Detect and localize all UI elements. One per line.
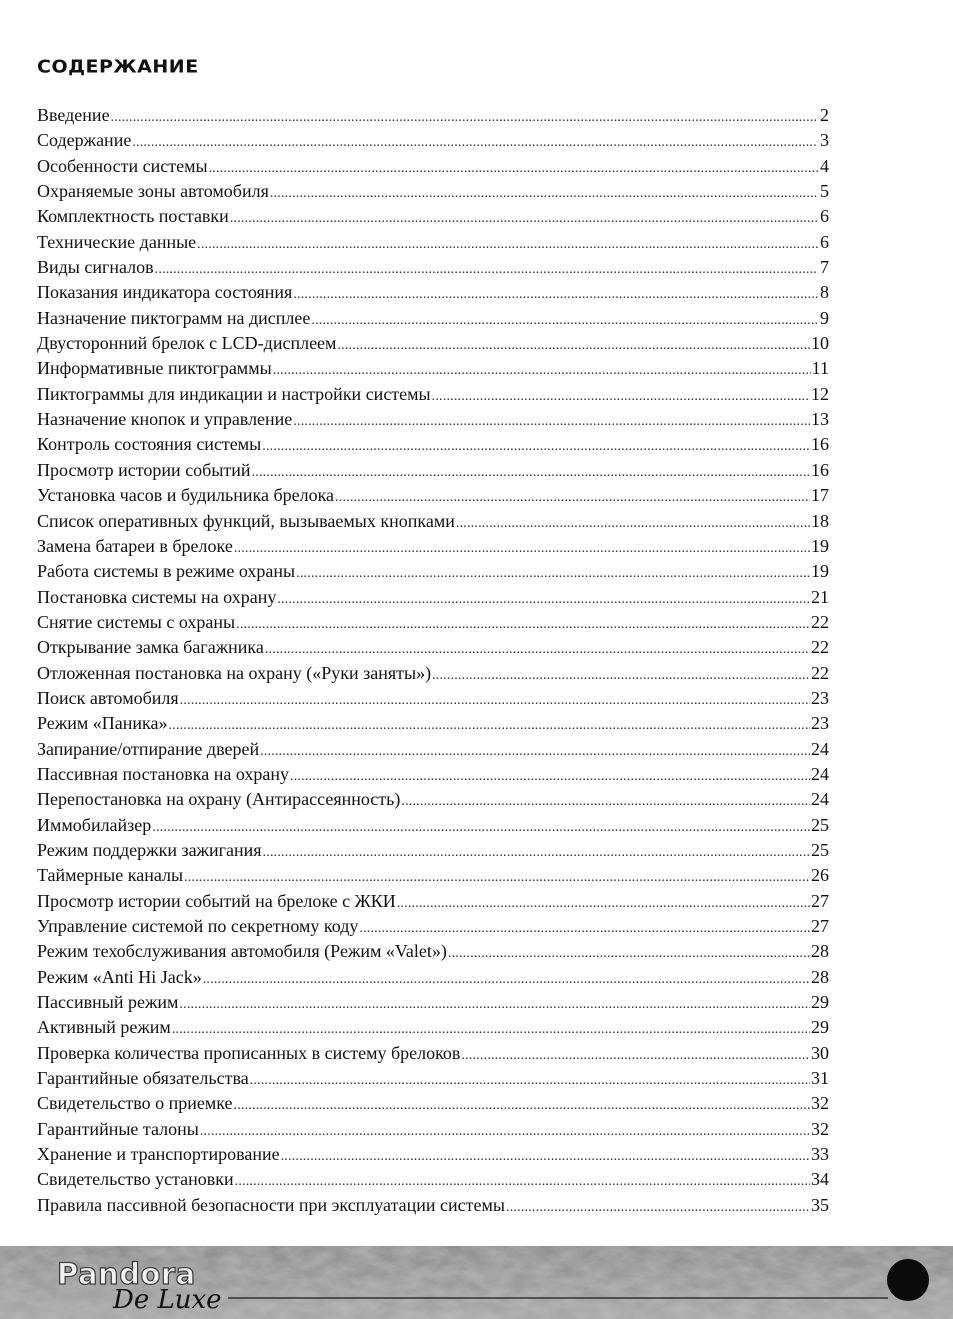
toc-entry-page: 6 — [820, 231, 829, 252]
toc-entry-page: 29 — [811, 992, 829, 1013]
toc-entry-title: Назначение пиктограмм на дисплее — [37, 307, 311, 328]
toc-entry — [37, 965, 829, 990]
toc-dot-leader — [180, 688, 810, 713]
toc-entry-title: Пассивный режим — [37, 992, 179, 1013]
toc-dot-leader — [432, 663, 810, 688]
toc-entry — [37, 179, 829, 204]
toc-dot-leader — [337, 333, 810, 358]
toc-entry-page: 24 — [811, 738, 829, 759]
toc-entry-page: 7 — [820, 257, 829, 278]
toc-entry-title: Информативные пиктограммы — [37, 358, 272, 379]
toc-entry — [37, 661, 829, 686]
toc-dot-leader — [281, 1144, 810, 1169]
toc-dot-leader — [359, 916, 810, 941]
toc-entry-title: Список оперативных функций, вызываемых кнопками — [37, 510, 455, 531]
toc-entry-page: 10 — [811, 333, 829, 354]
toc-entry — [37, 1041, 829, 1066]
toc-entry — [37, 686, 829, 711]
toc-entry — [37, 635, 829, 660]
toc-entry-page: 22 — [811, 637, 829, 658]
toc-entry-page: 30 — [811, 1042, 829, 1063]
toc-entry-page: 22 — [811, 662, 829, 683]
toc-entry-title: Двусторонний брелок с LCD-дисплеем — [37, 333, 337, 354]
toc-entry — [37, 863, 829, 888]
toc-entry-page: 32 — [811, 1093, 829, 1114]
toc-dot-leader — [152, 815, 810, 840]
toc-dot-leader — [506, 1195, 810, 1220]
page-heading: СОДЕРЖАНИЕ — [37, 57, 199, 78]
toc-entry-title: Режим поддержки зажигания — [37, 839, 262, 860]
toc-entry-page: 24 — [811, 789, 829, 810]
toc-entry-title: Виды сигналов — [37, 257, 154, 278]
toc-entry-title: Запирание/отпирание дверей — [37, 738, 260, 759]
toc-entry — [37, 458, 829, 483]
toc-entry-page: 5 — [820, 181, 829, 202]
toc-entry — [37, 1066, 829, 1091]
toc-entry — [37, 559, 829, 584]
toc-dot-leader — [335, 485, 810, 510]
toc-entry-page: 35 — [811, 1194, 829, 1215]
toc-entry-title: Введение — [37, 105, 110, 125]
toc-dot-leader — [234, 1093, 811, 1118]
toc-dot-leader — [290, 764, 810, 789]
toc-entry — [37, 483, 829, 508]
toc-entry-title: Контроль состояния системы — [37, 434, 262, 455]
pandora-deluxe-logo — [55, 1256, 235, 1319]
toc-entry-page: 21 — [811, 586, 829, 607]
toc-entry — [37, 1091, 829, 1116]
toc-entry-title: Отложенная постановка на охрану («Руки заняты») — [37, 662, 432, 683]
toc-entry — [37, 990, 829, 1015]
toc-dot-leader — [265, 637, 810, 662]
toc-entry-title: Иммобилайзер — [37, 814, 152, 835]
toc-entry — [37, 280, 829, 305]
toc-entry-title: Режим «Паника» — [37, 713, 168, 734]
toc-entry — [37, 407, 829, 432]
toc-dot-leader — [184, 865, 810, 890]
toc-entry-title: Назначение кнопок и управление — [37, 409, 293, 430]
toc-entry-page: 27 — [811, 890, 829, 911]
toc-entry-title: Гарантийные обязательства — [37, 1068, 249, 1089]
toc-entry — [37, 103, 829, 128]
toc-dot-leader — [448, 941, 810, 966]
toc-entry — [37, 939, 829, 964]
toc-dot-leader — [401, 789, 810, 814]
toc-entry-page: 8 — [820, 282, 829, 303]
toc-dot-leader — [197, 232, 818, 257]
toc-entry-title: Поиск автомобиля — [37, 687, 179, 708]
toc-entry-page: 28 — [811, 966, 829, 987]
toc-entry-title: Снятие системы с охраны — [37, 611, 236, 632]
toc-entry-title: Просмотр истории событий — [37, 459, 251, 480]
toc-entry — [37, 1142, 829, 1167]
toc-dot-leader — [230, 206, 818, 231]
toc-entry-title: Хранение и транспортирование — [37, 1144, 280, 1165]
toc-entry-page: 26 — [811, 865, 829, 886]
toc-entry-page: 6 — [820, 206, 829, 227]
toc-entry-title: Особенности системы — [37, 155, 208, 176]
toc-entry-page: 3 — [820, 130, 829, 151]
toc-entry-title: Пиктограммы для индикации и настройки системы — [37, 383, 431, 404]
toc-entry-page: 32 — [811, 1118, 829, 1139]
toc-entry-page: 33 — [811, 1144, 829, 1165]
toc-entry-title: Режим «Anti Hi Jack» — [37, 966, 202, 987]
toc-dot-leader — [209, 156, 818, 181]
toc-entry — [37, 204, 829, 229]
toc-entry — [37, 356, 829, 381]
table-of-contents — [37, 103, 829, 1218]
toc-entry — [37, 813, 829, 838]
toc-entry-title: Содержание — [37, 130, 132, 151]
toc-entry-title: Правила пассивной безопасности при эксплуатации системы — [37, 1194, 506, 1215]
toc-entry — [37, 432, 829, 457]
toc-entry-title: Активный режим — [37, 1017, 171, 1038]
toc-dot-leader — [132, 130, 818, 155]
toc-entry — [37, 610, 829, 635]
toc-entry-page: 13 — [811, 409, 829, 430]
toc-dot-leader — [293, 282, 818, 307]
toc-entry-page: 19 — [811, 561, 829, 582]
toc-entry-title: Гарантийные талоны — [37, 1118, 199, 1139]
toc-dot-leader — [397, 891, 810, 916]
toc-dot-leader — [311, 308, 818, 333]
toc-entry-page: 19 — [811, 535, 829, 556]
toc-dot-leader — [236, 612, 810, 637]
toc-entry — [37, 230, 829, 255]
toc-entry — [37, 128, 829, 153]
toc-entry-title: Пассивная постановка на охрану — [37, 763, 290, 784]
toc-entry — [37, 762, 829, 787]
toc-entry-title: Режим техобслуживания автомобиля (Режим «Valet») — [37, 941, 447, 962]
toc-entry — [37, 154, 829, 179]
toc-dot-leader — [172, 1017, 810, 1042]
toc-dot-leader — [179, 992, 810, 1017]
toc-entry — [37, 509, 829, 534]
toc-entry-page: 16 — [811, 434, 829, 455]
toc-entry — [37, 1015, 829, 1040]
toc-dot-leader — [277, 587, 810, 612]
toc-entry — [37, 889, 829, 914]
toc-dot-leader — [273, 358, 811, 383]
toc-entry — [37, 585, 829, 610]
toc-entry-page: 11 — [811, 358, 829, 379]
toc-dot-leader — [260, 739, 810, 764]
toc-entry — [37, 255, 829, 280]
toc-entry-page: 22 — [811, 611, 829, 632]
toc-entry — [37, 534, 829, 559]
toc-entry-page: 18 — [811, 510, 829, 531]
toc-dot-leader — [432, 384, 810, 409]
toc-entry-title: Проверка количества прописанных в систему брелоков — [37, 1042, 461, 1063]
toc-entry-title: Комплектность поставки — [37, 206, 229, 227]
toc-entry-title: Постановка системы на охрану — [37, 586, 277, 607]
toc-entry-page: 23 — [811, 687, 829, 708]
toc-dot-leader — [296, 561, 810, 586]
brand-name: Pandora — [57, 1257, 196, 1291]
toc-entry — [37, 838, 829, 863]
toc-dot-leader — [262, 434, 810, 459]
toc-entry — [37, 1167, 829, 1192]
toc-dot-leader — [270, 181, 818, 206]
toc-dot-leader — [168, 713, 810, 738]
toc-entry-page: 12 — [811, 383, 829, 404]
toc-dot-leader — [155, 257, 818, 282]
toc-entry — [37, 306, 829, 331]
toc-entry-title: Охраняемые зоны автомобиля — [37, 181, 269, 202]
toc-entry-page: 25 — [811, 839, 829, 860]
toc-dot-leader — [456, 511, 810, 536]
toc-dot-leader — [203, 967, 810, 992]
toc-entry — [37, 787, 829, 812]
toc-entry — [37, 737, 829, 762]
toc-entry — [37, 914, 829, 939]
brand-script: De Luxe — [113, 1285, 222, 1314]
toc-entry-title: Работа системы в режиме охраны — [37, 561, 296, 582]
toc-entry — [37, 382, 829, 407]
toc-entry-page: 34 — [811, 1169, 829, 1190]
toc-dot-leader — [250, 1068, 810, 1093]
toc-entry — [37, 711, 829, 736]
toc-entry-page: 2 — [820, 105, 829, 125]
toc-entry — [37, 331, 829, 356]
toc-dot-leader — [293, 409, 810, 434]
toc-entry — [37, 1117, 829, 1142]
toc-entry-page: 24 — [811, 763, 829, 784]
toc-entry-title: Просмотр истории событий на брелоке с ЖКИ — [37, 890, 396, 911]
toc-dot-leader — [235, 1169, 810, 1194]
toc-entry-title: Свидетельство о приемке — [37, 1093, 233, 1114]
toc-entry-title: Показания индикатора состояния — [37, 282, 293, 303]
toc-entry-page: 23 — [811, 713, 829, 734]
toc-dot-leader — [252, 460, 810, 485]
page-marker-circle — [887, 1259, 929, 1301]
toc-entry-page: 17 — [811, 485, 829, 506]
toc-dot-leader — [263, 840, 810, 865]
toc-entry — [37, 1193, 829, 1218]
toc-entry-title: Установка часов и будильника брелока — [37, 485, 335, 506]
toc-entry-page: 27 — [811, 916, 829, 936]
toc-entry-title: Управление системой по секретному коду — [37, 916, 359, 936]
toc-dot-leader — [111, 105, 818, 130]
toc-entry-title: Замена батареи в брелоке — [37, 535, 233, 556]
toc-entry-page: 31 — [811, 1068, 829, 1089]
toc-dot-leader — [461, 1043, 810, 1068]
toc-entry-page: 16 — [811, 459, 829, 480]
toc-entry-page: 29 — [811, 1017, 829, 1038]
toc-entry-title: Открывание замка багажника — [37, 637, 264, 658]
toc-entry-page: 9 — [820, 307, 829, 328]
toc-entry-title: Технические данные — [37, 231, 197, 252]
toc-entry-title: Свидетельство установки — [37, 1169, 234, 1190]
toc-entry-page: 25 — [811, 814, 829, 835]
toc-dot-leader — [234, 536, 810, 561]
toc-entry-title: Таймерные каналы — [37, 865, 184, 886]
toc-entry-title: Перепостановка на охрану (Антирассеянность) — [37, 789, 401, 810]
toc-entry-page: 4 — [820, 155, 829, 176]
toc-entry-page: 28 — [811, 941, 829, 962]
toc-dot-leader — [200, 1119, 810, 1144]
